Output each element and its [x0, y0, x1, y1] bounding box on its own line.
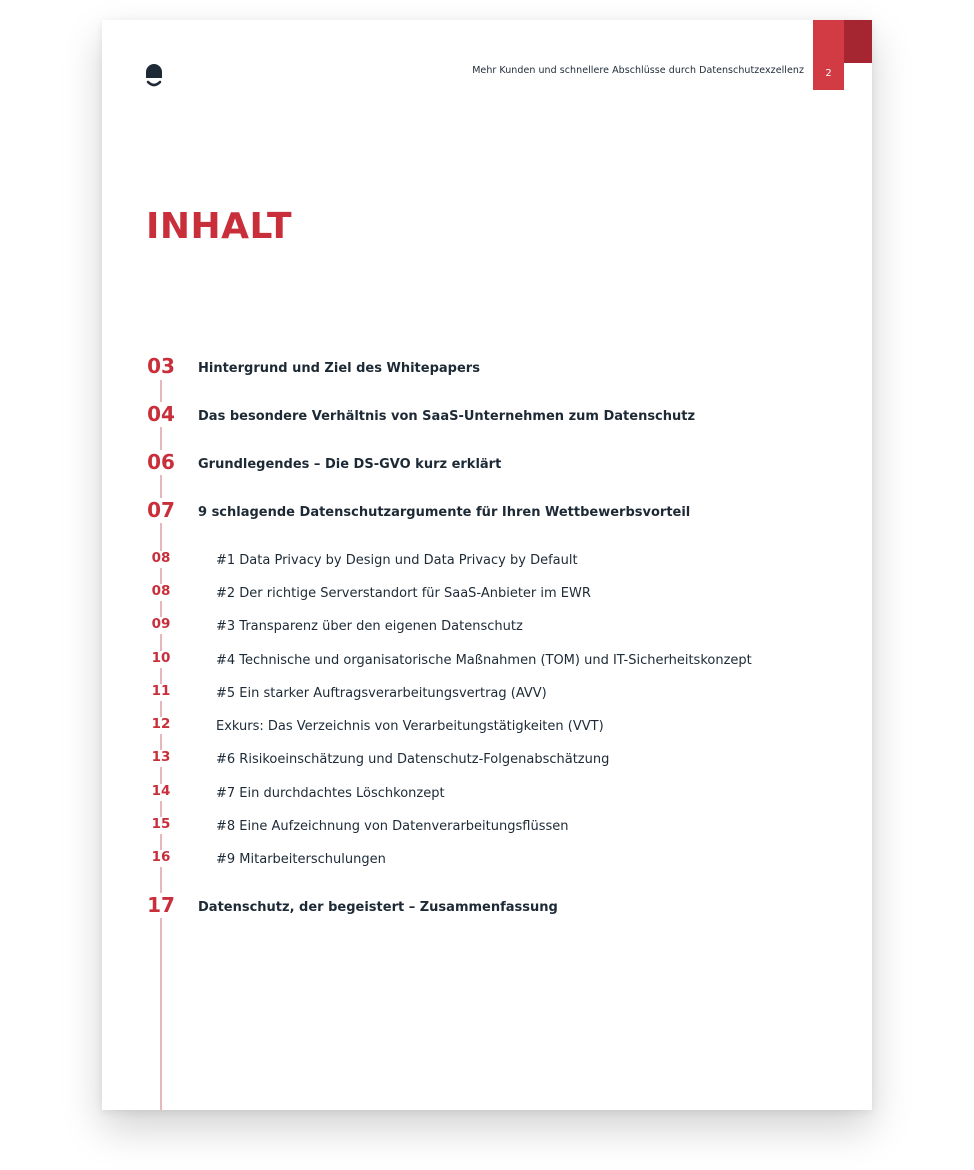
- toc-entry[interactable]: [102, 747, 872, 773]
- toc-entry-label: 9 schlagende Datenschutzargumente für Ihren Wettbewerbsvorteil: [198, 505, 691, 520]
- toc-entry-label: #8 Eine Aufzeichnung von Datenverarbeitungsflüssen: [216, 819, 569, 834]
- toc-entry-label: #2 Der richtige Serverstandort für SaaS-Anbieter im EWR: [216, 586, 591, 601]
- toc-page-number: 07: [147, 498, 175, 522]
- toc-page-number: 08: [146, 551, 176, 568]
- table-of-contents: [102, 20, 872, 1110]
- toc-entry-label: #4 Technische und organisatorische Maßnahmen (TOM) und IT-Sicherheitskonzept: [216, 653, 752, 668]
- document-page: [102, 20, 872, 1110]
- toc-entry[interactable]: [102, 893, 872, 919]
- toc-entry-label: Exkurs: Das Verzeichnis von Verarbeitungstätigkeiten (VVT): [216, 719, 604, 734]
- toc-page-number: 09: [146, 617, 176, 634]
- header-title: Mehr Kunden und schnellere Abschlüsse durch Datenschutzexzellenz: [472, 65, 804, 76]
- toc-page-number: 11: [146, 684, 176, 701]
- toc-entry[interactable]: [102, 402, 872, 428]
- toc-page-number: 12: [146, 717, 176, 734]
- toc-page-number: 08: [146, 584, 176, 601]
- toc-page-number: 10: [146, 651, 176, 668]
- page-title: INHALT: [146, 206, 293, 247]
- toc-entry[interactable]: [102, 847, 872, 873]
- toc-entry-label: #9 Mitarbeiterschulungen: [216, 852, 386, 867]
- toc-entry[interactable]: [102, 498, 872, 524]
- toc-entry[interactable]: [102, 814, 872, 840]
- toc-entry[interactable]: [102, 781, 872, 807]
- toc-entry-label: Hintergrund und Ziel des Whitepapers: [198, 361, 480, 376]
- toc-entry[interactable]: [102, 581, 872, 607]
- toc-entry-label: Datenschutz, der begeistert – Zusammenfassung: [198, 900, 558, 915]
- toc-entry-label: #6 Risikoeinschätzung und Datenschutz-Folgenabschätzung: [216, 752, 610, 767]
- toc-page-number: 14: [146, 784, 176, 801]
- toc-entry[interactable]: [102, 354, 872, 380]
- page-number: 2: [825, 68, 832, 79]
- toc-entry[interactable]: [102, 450, 872, 476]
- toc-entry-label: #5 Ein starker Auftragsverarbeitungsvertrag (AVV): [216, 686, 547, 701]
- toc-entry[interactable]: [102, 614, 872, 640]
- toc-page-number: 03: [147, 354, 175, 378]
- toc-entry[interactable]: [102, 548, 872, 574]
- toc-page-number: 16: [146, 850, 176, 867]
- toc-page-number: 06: [147, 450, 175, 474]
- toc-entry[interactable]: [102, 714, 872, 740]
- toc-page-number: 13: [146, 750, 176, 767]
- toc-entry[interactable]: [102, 648, 872, 674]
- toc-entry[interactable]: [102, 681, 872, 707]
- toc-entry-label: Das besondere Verhältnis von SaaS-Unternehmen zum Datenschutz: [198, 409, 696, 424]
- toc-entry-label: #1 Data Privacy by Design und Data Privacy by Default: [216, 553, 578, 568]
- toc-page-number: 17: [147, 893, 175, 917]
- toc-entry-label: #7 Ein durchdachtes Löschkonzept: [216, 786, 445, 801]
- toc-entry-label: #3 Transparenz über den eigenen Datenschutz: [216, 619, 523, 634]
- toc-page-number: 15: [146, 817, 176, 834]
- toc-page-number: 04: [147, 402, 175, 426]
- toc-entry-label: Grundlegendes – Die DS-GVO kurz erklärt: [198, 457, 502, 472]
